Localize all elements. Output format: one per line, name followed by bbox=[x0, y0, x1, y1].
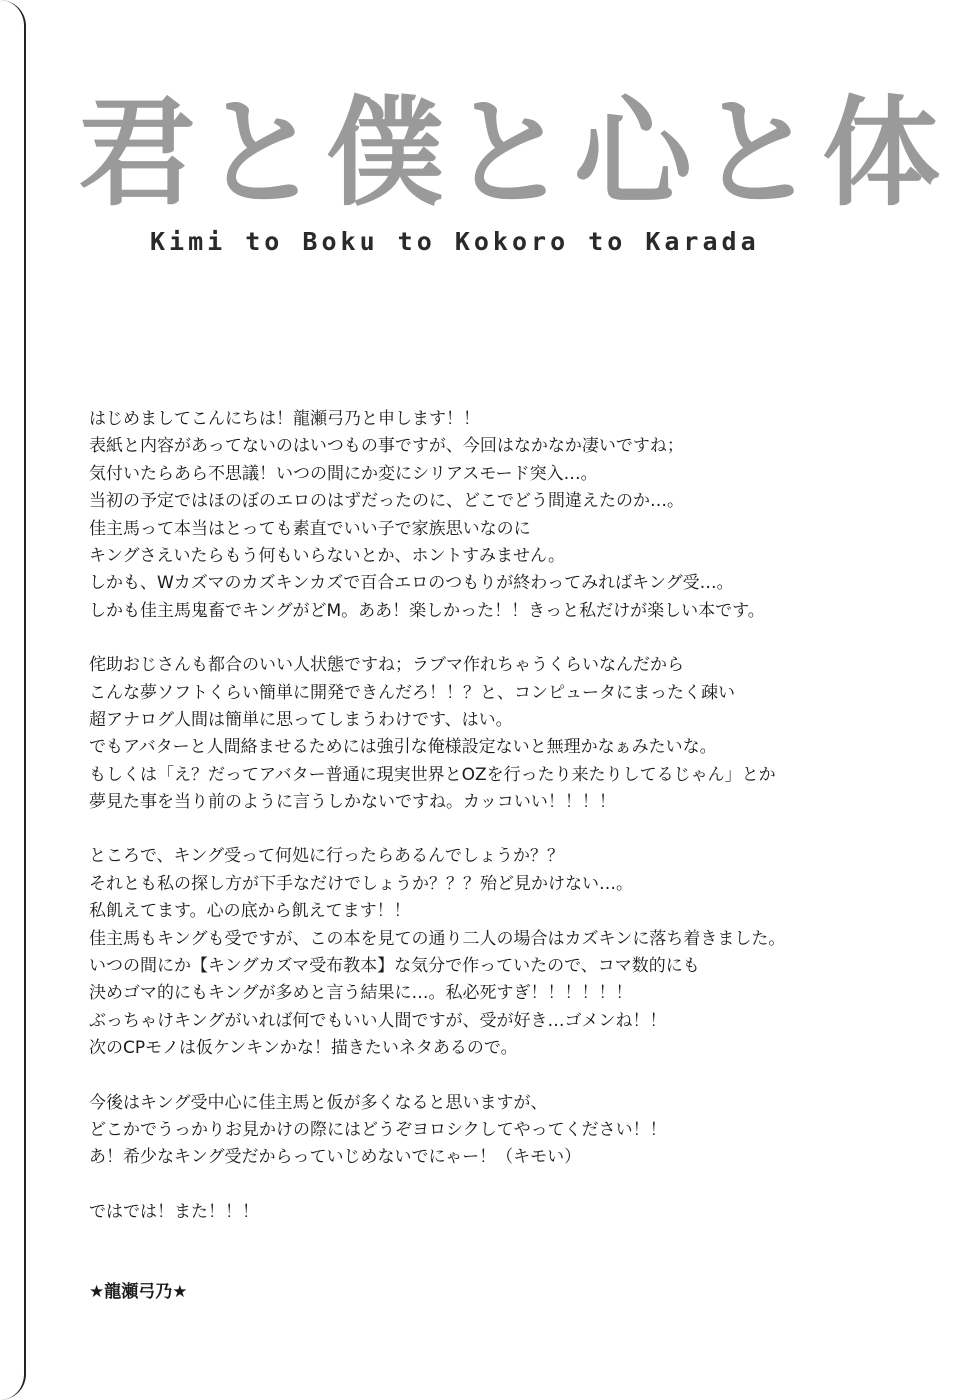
paragraph-2 bbox=[89, 652, 949, 816]
text-line: 佳主馬もキングも受ですが、この本を見ての通り二人の場合はカズキンに落ち着きました。 bbox=[89, 928, 786, 949]
paragraph-4 bbox=[89, 1090, 949, 1172]
text-line: 侘助おじさんも都合のいい人状態ですね；ラブマ作れちゃうくらいなんだから bbox=[89, 655, 684, 676]
text-line: はじめましてこんにちは！龍瀬弓乃と申します！！ bbox=[89, 409, 480, 429]
title-romaji: Kimi to Boku to Kokoro to Karada bbox=[150, 227, 760, 256]
paragraph-3 bbox=[89, 843, 949, 1062]
text-line: ではでは！また！！！ bbox=[89, 1201, 259, 1222]
text-line: 夢見た事を当り前のように言うしかないですね。カッコいい！！！！ bbox=[89, 792, 616, 813]
text-line: 次のCPモノは仮ケンキンかな！描きたいネタあるので。 bbox=[89, 1038, 518, 1059]
text-line: でもアバターと人間絡ませるためには強引な俺様設定ないと無理かなぁみたいな。 bbox=[89, 737, 717, 758]
text-line: 私飢えてます。心の底から飢えてます！！ bbox=[89, 901, 411, 922]
title-japanese: 君と僕と心と体 bbox=[78, 84, 947, 222]
text-line: どこかでうっかりお見かけの際にはどうぞヨロシクしてやってください！！ bbox=[89, 1119, 667, 1140]
text-line: ところで、キング受って何処に行ったらあるんでしょうか？？ bbox=[89, 846, 564, 867]
text-line: 当初の予定ではほのぼのエロのはずだったのに、どこでどう間違えたのか…。 bbox=[89, 491, 684, 512]
text-line: こんな夢ソフトくらい簡単に開発できんだろ！！？と、コンピュータにまったく疎い bbox=[89, 682, 735, 703]
text-line: それとも私の探し方が下手なだけでしょうか？？？殆ど見かけない…。 bbox=[89, 873, 633, 894]
text-line: しかも佳主馬鬼畜でキングがどM。ああ！楽しかった！！きっと私だけが楽しい本です。 bbox=[89, 600, 765, 621]
paragraph-1 bbox=[89, 406, 949, 625]
text-line: 佳主馬って本当はとっても素直でいい子で家族思いなのに bbox=[89, 518, 531, 539]
text-line: いつの間にか【キングカズマ受布教本】な気分で作っていたので、コマ数的にも bbox=[89, 956, 700, 977]
text-line: しかも、Wカズマのカズキンカズで百合エロのつもりが終わってみればキング受…。 bbox=[89, 573, 734, 594]
afterword-body bbox=[89, 406, 949, 1253]
text-line: 表紙と内容があってないのはいつもの事ですが、今回はなかなか凄いですね； bbox=[89, 436, 684, 457]
author-signature: ★龍瀬弓乃★ bbox=[89, 1282, 188, 1302]
text-line: 決めゴマ的にもキングが多めと言う結果に…。私必死すぎ！！！！！！ bbox=[89, 983, 633, 1004]
text-line: 気付いたらあら不思議！いつの間にか変にシリアスモード突入…。 bbox=[89, 463, 598, 484]
text-line: ぶっちゃけキングがいれば何でもいい人間ですが、受が好き…ゴメンね！！ bbox=[89, 1010, 667, 1031]
text-line: あ！希少なキング受だからっていじめないでにゃー！（キモい） bbox=[89, 1147, 582, 1168]
page-edge-border bbox=[0, 0, 26, 1400]
text-line: もしくは「え？だってアバター普通に現実世界とOZを行ったり来たりしてるじゃん」とか bbox=[89, 764, 776, 785]
text-line: キングさえいたらもう何もいらないとか、ホントすみません。 bbox=[89, 545, 565, 566]
text-line: 今後はキング受中心に佳主馬と仮が多くなると思いますが、 bbox=[89, 1092, 548, 1113]
text-line: 超アナログ人間は簡単に思ってしまうわけです、はい。 bbox=[89, 709, 513, 730]
paragraph-5 bbox=[89, 1199, 949, 1226]
